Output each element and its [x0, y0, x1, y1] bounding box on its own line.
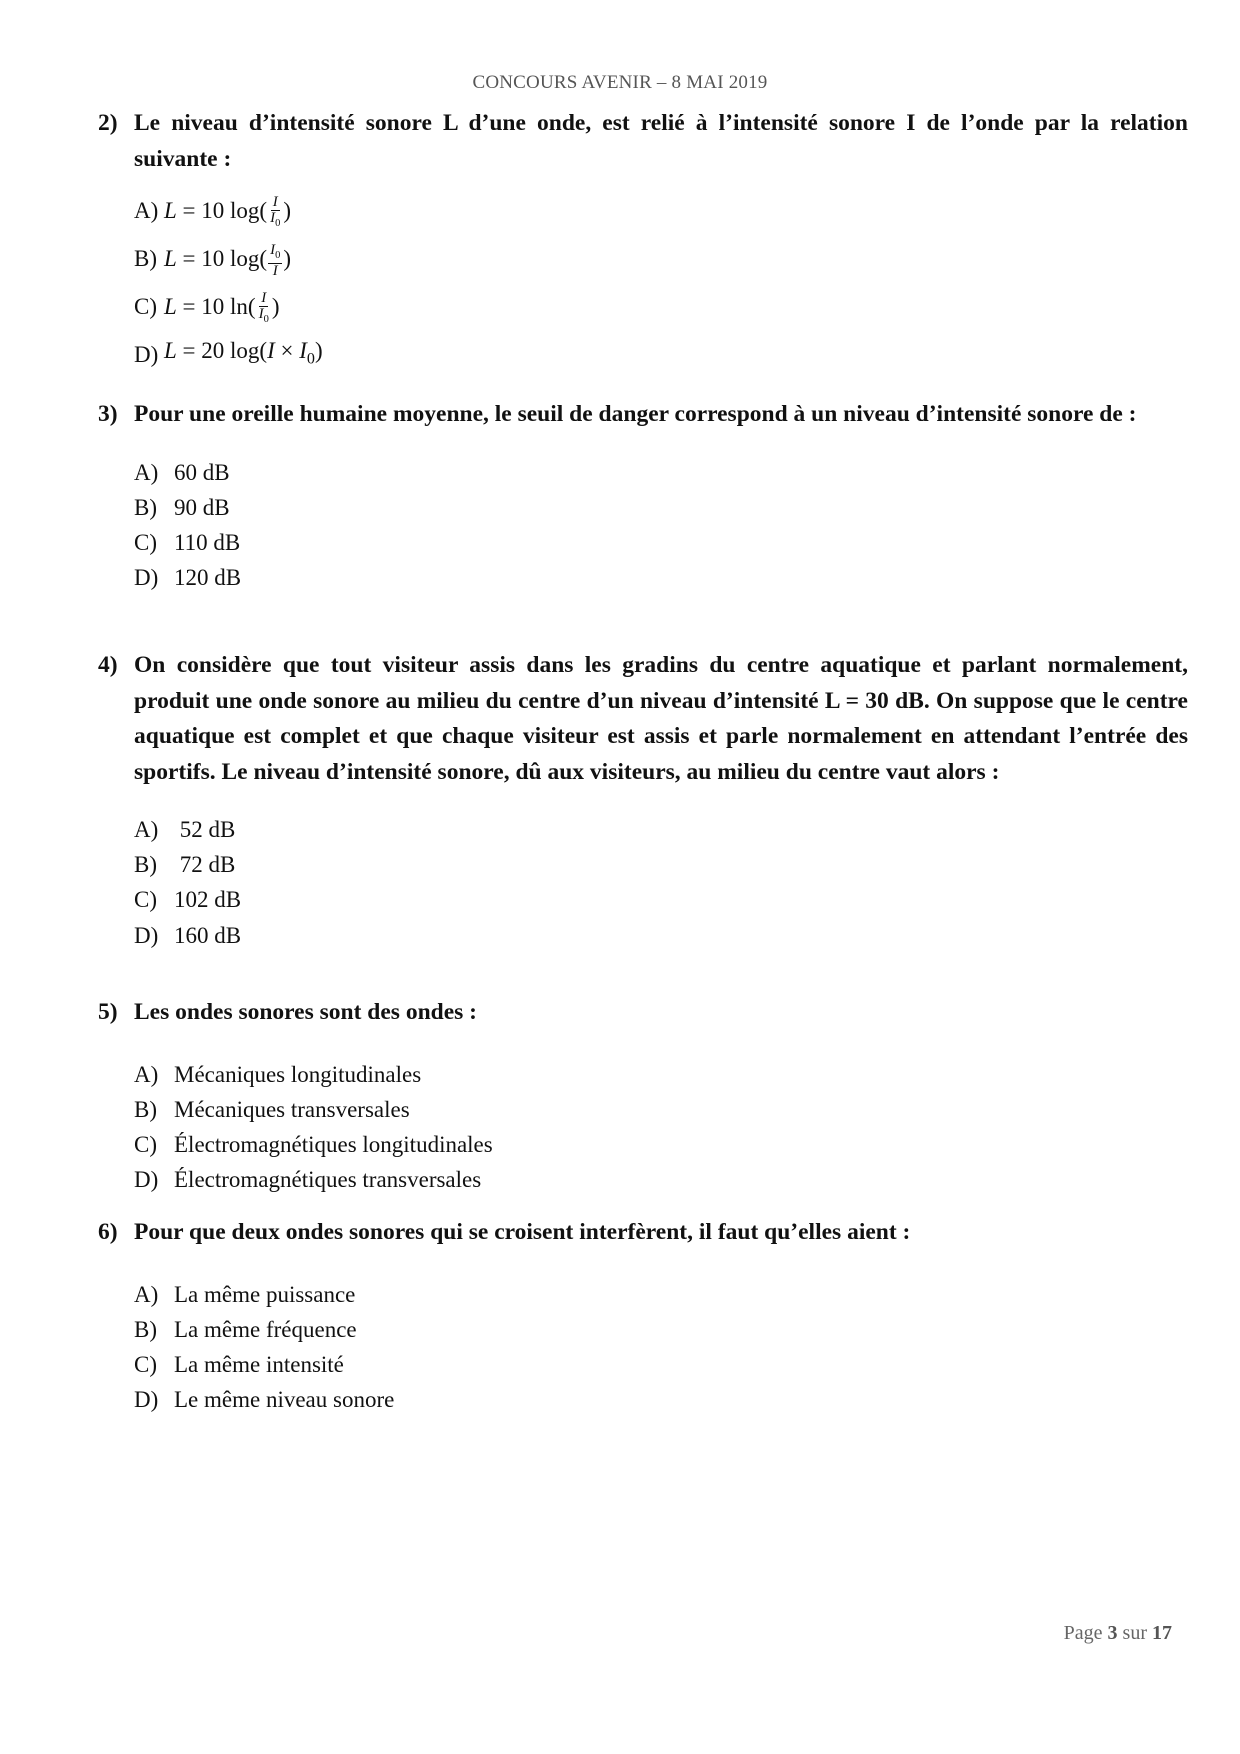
option-label: B) — [134, 494, 157, 520]
option-text: 120 dB — [174, 565, 242, 591]
option-formula: L = 10 ln( $\frac{I}{I_0}$ ) — [164, 289, 280, 325]
option-label: B) — [134, 852, 157, 878]
question-text: On considère que tout visiteur assis dans les gradins du centre aquatique et parlant normalement, produit une onde sonore au milieu du centre d’un niveau d’intensité L = 30 dB. On suppose que le centre aquatique est complet et que chaque visiteur est assis et parle normalement en attendant l’entrée des sportifs. Le niveau d’intensité sonore, dû aux visiteurs, au milieu du centre vaut alors : — [134, 652, 1188, 785]
option-label: A) — [134, 1281, 159, 1307]
option-text: 52 dB — [174, 817, 236, 842]
option-text: Mécaniques transversales — [174, 1096, 410, 1122]
option-text: 72 dB — [174, 852, 236, 878]
page-middle: sur — [1122, 1622, 1147, 1644]
option-d — [134, 331, 1188, 379]
option-label: A) — [134, 1061, 159, 1087]
option-b — [134, 1312, 1188, 1347]
option-label: C) — [134, 294, 157, 319]
option-text: La même puissance — [174, 1281, 356, 1307]
option-label: B) — [134, 1316, 157, 1342]
option-b — [134, 490, 1188, 525]
option-text: 60 dB — [174, 459, 230, 485]
option-c — [134, 1347, 1188, 1382]
option-text: 110 dB — [174, 529, 241, 555]
question-3 — [98, 397, 1188, 595]
option-c — [134, 1127, 1188, 1162]
question-number: 3) — [98, 401, 118, 427]
page-prefix: Page — [1063, 1622, 1103, 1644]
option-label: D) — [134, 565, 159, 591]
option-text: Le même niveau sonore — [174, 1387, 395, 1413]
option-a — [134, 1277, 1188, 1312]
page-total: 17 — [1152, 1622, 1172, 1644]
question-number: 2) — [98, 110, 118, 136]
option-text: 102 dB — [174, 887, 242, 913]
option-c — [134, 525, 1188, 560]
option-a — [134, 187, 1188, 235]
option-d — [134, 1382, 1188, 1417]
option-label: B) — [134, 246, 157, 271]
option-text: La même intensité — [174, 1351, 344, 1377]
option-label: C) — [134, 1351, 157, 1377]
question-5 — [98, 995, 1188, 1197]
option-formula: L = 20 $\log(I \times I_0)$ — [164, 337, 323, 368]
option-text: 90 dB — [174, 494, 230, 520]
option-label: A) — [134, 198, 159, 223]
option-a — [134, 455, 1188, 490]
question-text: Les ondes sonores sont des ondes : — [134, 999, 477, 1025]
option-label: C) — [134, 887, 157, 913]
page-header: CONCOURS AVENIR – 8 MAI 2019 — [472, 72, 768, 93]
option-label: D) — [134, 922, 159, 948]
option-label: B) — [134, 1096, 157, 1122]
option-label: C) — [134, 529, 157, 555]
option-b — [134, 235, 1188, 283]
option-label: C) — [134, 1131, 157, 1157]
option-label: D) — [134, 1387, 159, 1413]
option-label: D) — [134, 1167, 159, 1193]
option-text: Électromagnétiques transversales — [174, 1167, 482, 1193]
option-label: D) — [134, 342, 159, 367]
option-label: A) — [134, 817, 159, 842]
option-text: Électromagnétiques longitudinales — [174, 1131, 493, 1157]
option-d — [134, 560, 1188, 595]
question-4 — [98, 648, 1188, 953]
option-d — [134, 918, 1188, 953]
option-b — [134, 847, 1188, 882]
question-6 — [98, 1215, 1188, 1417]
question-number: 5) — [98, 999, 118, 1025]
option-b — [134, 1092, 1188, 1127]
question-text: Pour une oreille humaine moyenne, le seuil de danger correspond à un niveau d’intensité sonore de : — [134, 401, 1137, 427]
option-text: Mécaniques longitudinales — [174, 1061, 422, 1087]
option-c — [134, 283, 1188, 331]
question-text: Pour que deux ondes sonores qui se croisent interfèrent, il faut qu’elles aient : — [134, 1219, 911, 1245]
question-number: 6) — [98, 1219, 118, 1245]
page-footer — [1064, 1622, 1172, 1645]
option-d — [134, 1162, 1188, 1197]
option-c — [134, 882, 1188, 917]
option-label: A) — [134, 459, 159, 485]
option-formula: L = 10 log( $\frac{I}{I_0}$ ) — [164, 193, 291, 229]
option-text: 160 dB — [174, 922, 242, 948]
question-number: 4) — [98, 652, 118, 678]
option-formula: L = 10 log( $\frac{I_0}{I}$ ) — [164, 241, 291, 279]
question-2 — [98, 106, 1188, 379]
option-a — [134, 812, 1188, 847]
page-number: 3 — [1107, 1622, 1118, 1644]
option-a — [134, 1057, 1188, 1092]
question-text: Le niveau d’intensité sonore L d’une onde, est relié à l’intensité sonore I de l’onde par la relation suivante : — [134, 110, 1188, 172]
option-text: La même fréquence — [174, 1316, 357, 1342]
